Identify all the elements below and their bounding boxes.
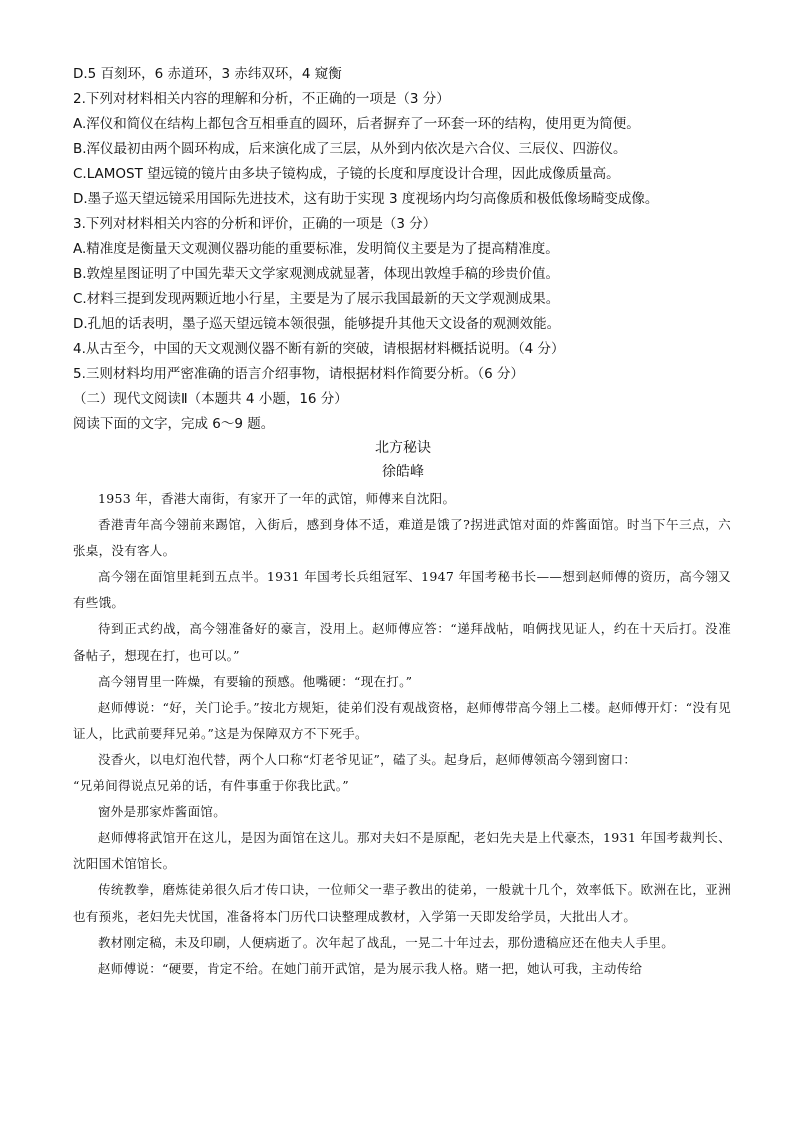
paragraph: 香港青年高今翎前来踢馆，入街后，感到身体不适，难道是饿了?拐进武馆对面的炸酱面馆。时当下午三点，六张桌，没有客人。 <box>73 517 731 559</box>
option-line: B.敦煌星图证明了中国先辈天文学家观测成就显著，体现出敦煌手稿的珍贵价值。 <box>73 266 560 282</box>
option-line: A.精准度是衡量天文观测仪器功能的重要标准，发明简仪主要是为了提高精准度。 <box>73 241 559 257</box>
reading-instruction: 阅读下面的文字，完成 6～9 题。 <box>73 416 275 432</box>
article-header <box>73 436 733 484</box>
article-title: 北方秘诀 <box>375 440 431 456</box>
option-line: A.浑仪和简仪在结构上都包含互相垂直的圆环，后者摒弃了一环套一环的结构，使用更为简便。 <box>73 116 640 132</box>
option-line: B.浑仪最初由两个圆环构成，后来演化成了三层，从外到内依次是六合仪、三辰仪、四游仪。 <box>73 141 627 157</box>
paragraph: “兄弟间得说点兄弟的话，有件事重于你我比武。” <box>73 778 349 794</box>
paragraph: 赵师傅说：“好，关门论手。”按北方规矩，徒弟们没有观战资格，赵师傅带高今翎上二楼。赵师傅开灯：“没有见证人，比武前要拜兄弟。”这是为保障双方不下死手。 <box>73 699 731 741</box>
paragraph: 待到正式约战，高今翎准备好的豪言，没用上。赵师傅应答：“递拜战帖，咱俩找见证人，约在十天后打。没准备帖子，想现在打，也可以。” <box>73 621 731 663</box>
paragraph: 高今翎在面馆里耗到五点半。1931 年国考长兵组冠军、1947 年国考秘书长——想到赵师傅的资历，高今翎又有些饿。 <box>73 569 731 611</box>
paragraph: 赵师傅说：“硬要，肯定不给。在她门前开武馆，是为展示我人格。赌一把，她认可我，主动传给 <box>98 960 643 976</box>
paragraph: 高今翎胃里一阵燥，有要输的预感。他嘴硬：“现在打。” <box>98 673 413 689</box>
question-4: 4.从古至今，中国的天文观测仪器不断有新的突破，请根据材料概括说明。（4 分） <box>73 341 565 357</box>
paragraph: 教材刚定稿，未及印刷，人便病逝了。次年起了战乱，一晃二十年过去，那份遗稿应还在他夫人手里。 <box>98 934 675 950</box>
question-3: 3.下列对材料相关内容的分析和评价，正确的一项是（3 分） <box>73 216 437 232</box>
article-body <box>73 486 731 982</box>
option-line: D.孔旭的话表明，墨子巡天望远镜本领很强，能够提升其他天文设备的观测效能。 <box>73 316 561 332</box>
option-line: D.墨子巡天望远镜采用国际先进技术，这有助于实现 3 度视场内均匀高像质和极低像场畸变成像。 <box>73 191 659 207</box>
question-5: 5.三则材料均用严密准确的语言介绍事物，请根据材料作简要分析。（6 分） <box>73 366 525 382</box>
question-2: 2.下列对材料相关内容的理解和分析，不正确的一项是（3 分） <box>73 91 450 107</box>
option-line: C.材料三提到发现两颗近地小行星，主要是为了展示我国最新的天文学观测成果。 <box>73 291 560 307</box>
section-heading: （二）现代文阅读Ⅱ（本题共 4 小题，16 分） <box>73 391 348 407</box>
article-author: 徐皓峰 <box>382 464 424 480</box>
option-line: C.LAMOST 望远镜的镜片由多块子镜构成，子镜的长度和厚度设计合理，因此成像质量高。 <box>73 166 620 182</box>
questions-section <box>73 62 733 437</box>
paragraph: 窗外是那家炸酱面馆。 <box>98 804 227 820</box>
paragraph: 1953 年，香港大南街，有家开了一年的武馆，师傅来自沈阳。 <box>98 491 456 506</box>
paragraph: 没香火，以电灯泡代替，两个人口称“灯老爷见证”，磕了头。起身后，赵师傅领高今翎到窗口： <box>98 751 637 767</box>
paragraph: 赵师傅将武馆开在这儿，是因为面馆在这儿。那对夫妇不是原配，老妇先夫是上代豪杰，1931 年国考裁判长、沈阳国术馆馆长。 <box>73 830 731 872</box>
option-line: D.5 百刻环，6 赤道环，3 赤纬双环，4 窥衡 <box>73 66 342 82</box>
paragraph: 传统教拳，磨炼徒弟很久后才传口诀，一位师父一辈子教出的徒弟，一般就十几个，效率低下。欧洲在比，亚洲也有预兆，老妇先夫忧国，准备将本门历代口诀整理成教材，入学第一天即发给学员，大批出人才。 <box>73 882 731 924</box>
